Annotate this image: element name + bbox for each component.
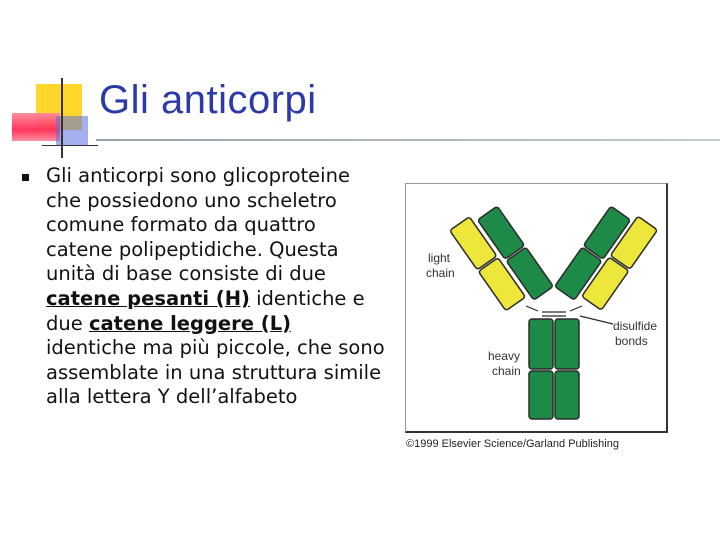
bullet-text-part: identiche ma più piccole, che sono assemblate in una struttura simile alla lettera Y dell’alfabeto: [46, 336, 385, 409]
heavy-chain-stem-right-upper: [555, 319, 579, 369]
light-chain-link[interactable]: catene leggere (L): [88, 311, 292, 335]
title-accent-red-bar: [12, 113, 60, 141]
slide-title: Gli anticorpi: [99, 78, 317, 122]
title-accent-vertical-line: [61, 78, 63, 158]
figure-credit: ©1999 Elsevier Science/Garland Publishing: [406, 438, 619, 450]
disulfide-label-line2: bonds: [615, 334, 648, 348]
title-accent-short-line: [42, 145, 98, 146]
heavy-chain-label-line2: chain: [492, 364, 521, 378]
antibody-structure-illustration: [406, 184, 666, 431]
antibody-diagram: [405, 183, 668, 433]
disulfide-label-line1: disulfide: [613, 319, 658, 333]
heavy-chain-label-line1: heavy: [488, 349, 521, 363]
heavy-chain-link[interactable]: catene pesanti (H): [46, 286, 250, 310]
title-underline: [96, 139, 720, 141]
heavy-chain-stem-left-upper: [529, 319, 553, 369]
bullet-text: [46, 164, 386, 410]
heavy-chain-stem-left-lower: [529, 371, 553, 419]
heavy-chain-stem-right-lower: [555, 371, 579, 419]
bullet-text-part: Gli anticorpi sono glicoproteine che possiedono uno scheletro comune formato da quattro catene polipeptidiche. Questa unità di base consiste di due: [46, 164, 350, 286]
light-chain-label-line2: chain: [426, 266, 455, 280]
bullet-marker: [22, 174, 29, 181]
light-chain-label-line1: light: [428, 251, 451, 265]
bullet-text-part: identiche e due: [46, 286, 365, 335]
